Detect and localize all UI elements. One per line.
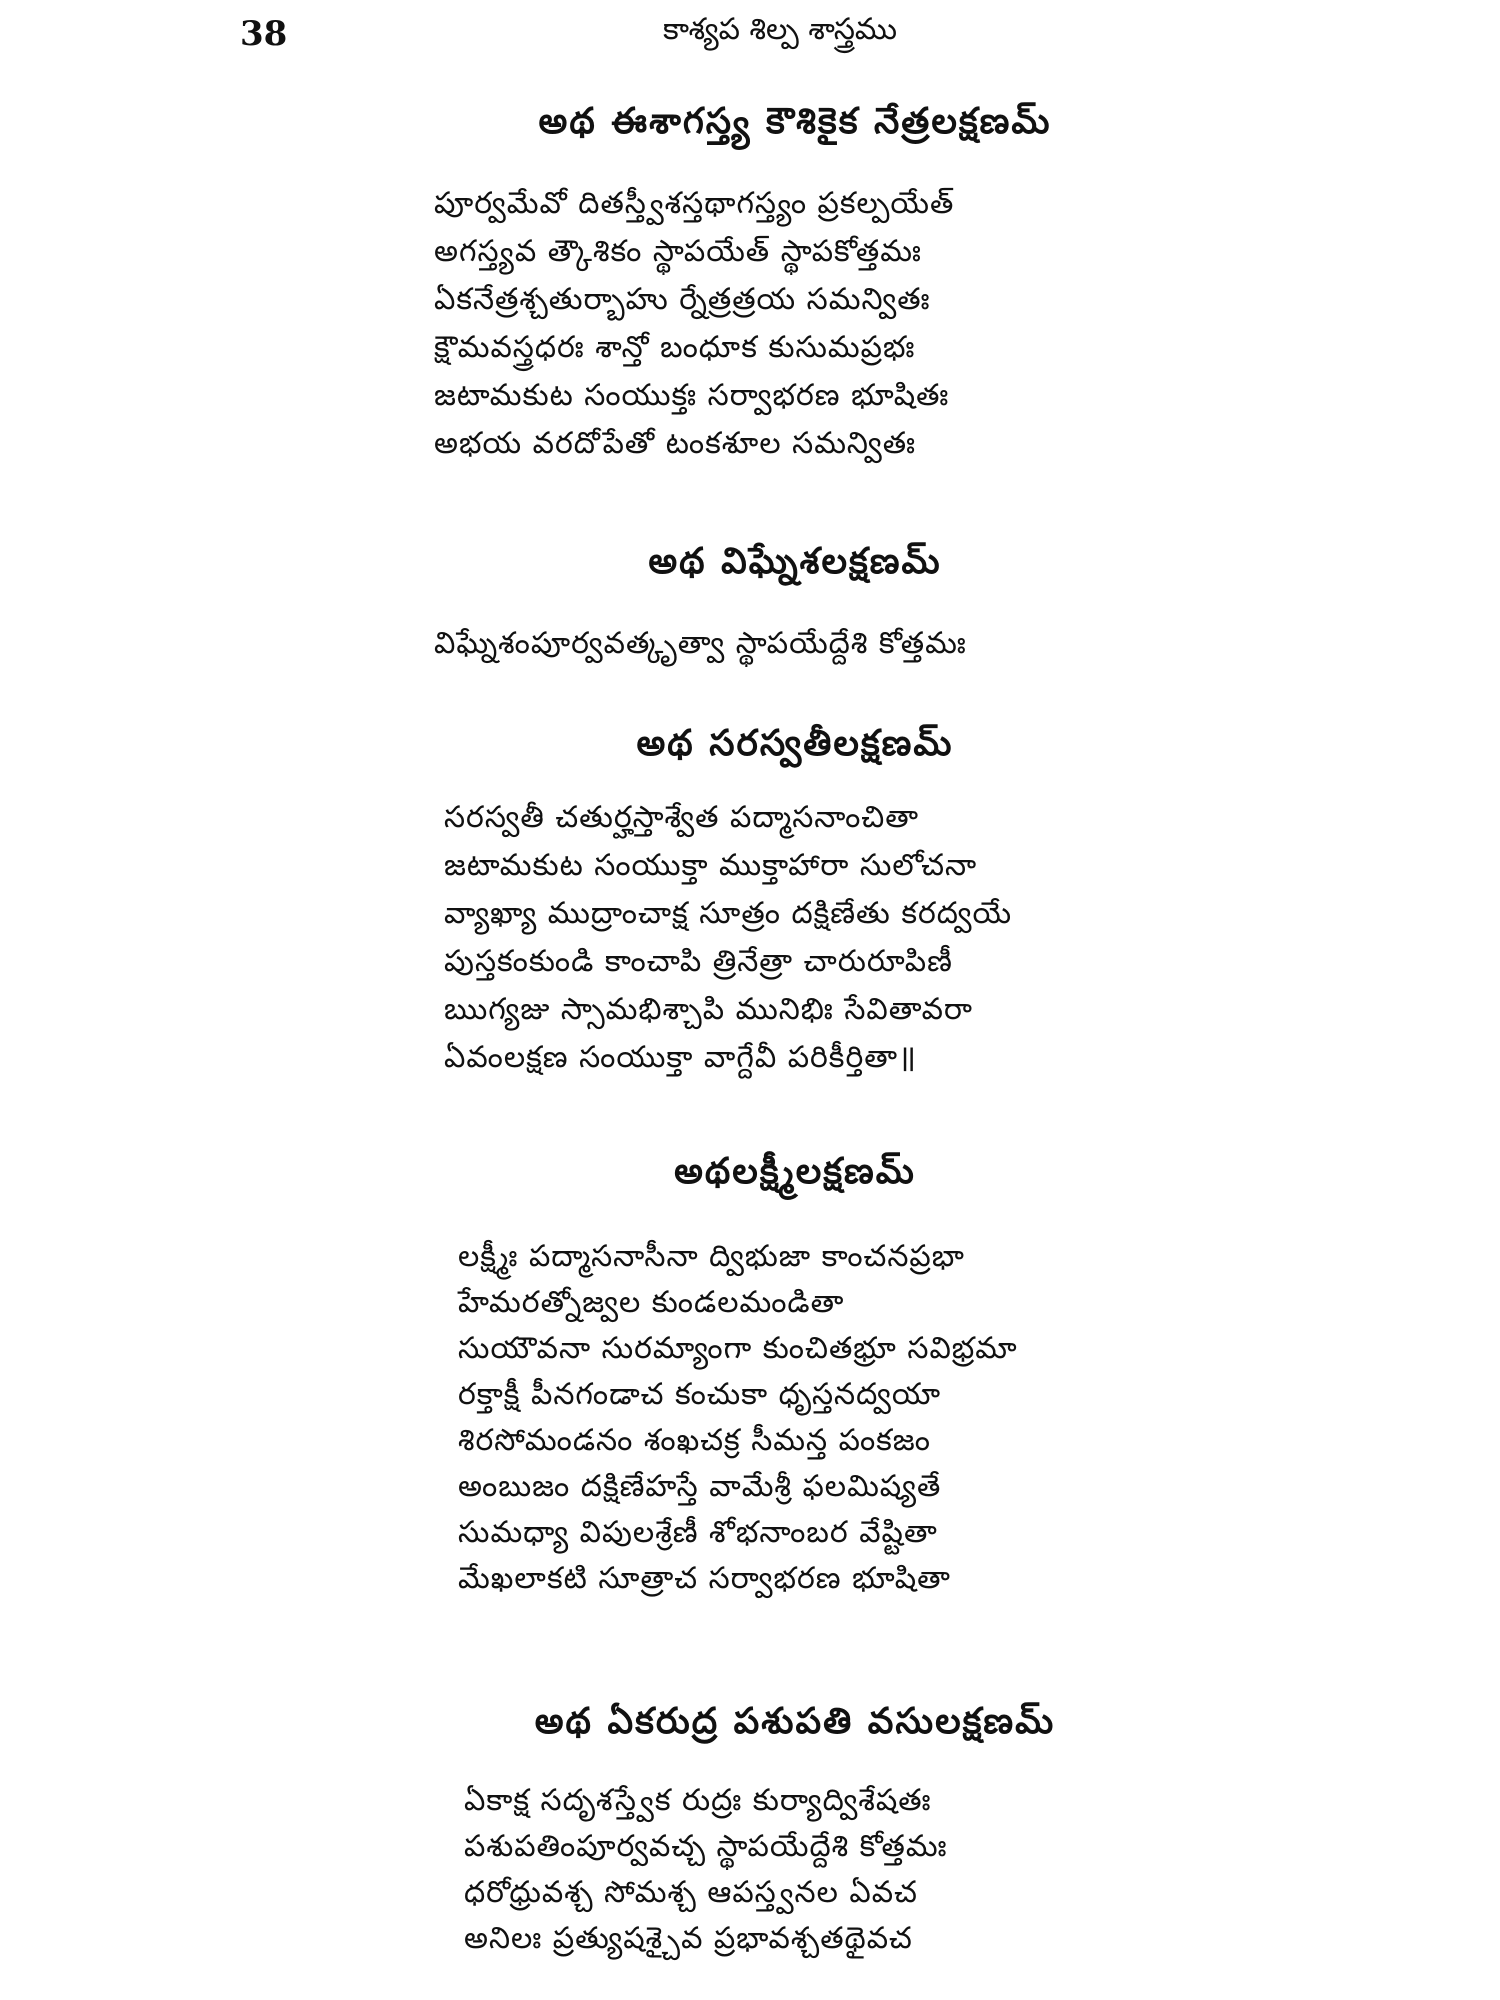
verse-line: ఏవంలక్షణ సంయుక్తా వాగ్దేవీ పరికీర్తితా॥	[444, 1040, 918, 1075]
verse-line: సరస్వతీ చతుర్హస్తాశ్వేత పద్మాసనాంచితా	[444, 800, 920, 835]
verse-line: లక్ష్మీః పద్మాసనాసీనా ద్విభుజా కాంచనప్రభా	[458, 1239, 965, 1274]
verse-line: మేఖలాకటి సూత్రాచ సర్వాభరణ భూషితా	[458, 1561, 951, 1596]
verse-block-ekarudra-pashupati	[464, 1778, 947, 1962]
verse-line: ఏకనేత్రశ్చతుర్బాహు ర్నేత్రత్రయ సమన్వితః	[434, 282, 931, 317]
verse-line: పుస్తకంకుండి కాంచాపి త్రినేత్రా చారురూపిణీ	[444, 944, 953, 979]
verse-block-vighnesha	[434, 620, 967, 668]
verse-line: హేమరత్నోజ్వల కుండలమండితా	[458, 1285, 845, 1320]
verse-block-lakshmi	[458, 1234, 1018, 1602]
verse-line: శిరసోమండనం శంఖచక్ర సీమన్త పంకజం	[458, 1423, 931, 1458]
verse-line: వ్యాఖ్యా ముద్రాంచాక్ష సూత్రం దక్షిణేతు కరద్వయే	[444, 896, 1013, 931]
verse-line: అనిలః ప్రత్యుషశ్చైవ ప్రభావశ్చతథైవచ	[464, 1921, 913, 1956]
verse-line: పశుపతింపూర్వవచ్చ స్థాపయేద్దేశి కోత్తమః	[464, 1829, 948, 1864]
page-number: 38	[240, 14, 288, 54]
verse-line: అగస్త్యవ త్కౌశికం స్థాపయేత్ స్థాపకోత్తమః	[434, 234, 922, 269]
verse-line: ఋగ్యజు స్సామభిశ్చాపి మునిభిః సేవితావరా	[444, 992, 974, 1027]
section-heading-ekarudra-pashupati: అథ ఏకరుద్ర పశుపతి వసులక్షణమ్	[534, 1700, 1056, 1742]
section-heading-eesha-agastya: అథ ఈశాగస్త్య కౌశికైక నేత్రలక్షణమ్	[538, 100, 1052, 142]
section-heading-lakshmi: అథలక్ష్మీలక్షణమ్	[674, 1150, 916, 1192]
verse-line: సుయౌవనా సురమ్యాంగా కుంచితభ్రూ సవిభ్రమా	[458, 1331, 1018, 1366]
section-heading-saraswati: అథ సరస్వతీలక్షణమ్	[636, 722, 954, 764]
verse-line: రక్తాక్షీ పీనగండాచ కంచుకా ధృస్తనద్వయా	[458, 1377, 942, 1412]
verse-line: ఏకాక్ష సదృశస్త్వేక రుద్రః కుర్యాద్విశేషతః	[464, 1783, 932, 1818]
verse-line: విఘ్నేశంపూర్వవత్కృత్వా స్థాపయేద్దేశి కోత్తమః	[434, 626, 967, 661]
verse-line: అంబుజం దక్షిణేహస్తే వామేశ్రీ ఫలమిష్యతే	[458, 1469, 942, 1504]
verse-line: ధరోధ్రువశ్చ సోమశ్చ ఆపస్త్వనల ఏవచ	[464, 1875, 918, 1910]
verse-block-eesha-agastya	[434, 180, 954, 468]
verse-line: పూర్వమేవో దితస్త్వీశస్తథాగస్త్యం ప్రకల్పయేత్	[434, 186, 955, 221]
verse-line: సుమధ్యా విపులశ్రేణీ శోభనాంబర వేష్టితా	[458, 1515, 938, 1550]
running-title: కాశ్యప శిల్ప శాస్త్రము	[662, 12, 898, 47]
verse-line: జటామకుట సంయుక్తా ముక్తాహారా సులోచనా	[444, 848, 978, 883]
verse-line: అభయ వరదోపేతో టంకశూల సమన్వితః	[434, 426, 916, 461]
section-heading-vighnesha: అథ విఘ్నేశలక్షణమ్	[648, 540, 942, 582]
verse-line: జటామకుట సంయుక్తః సర్వాభరణ భూషితః	[434, 378, 950, 413]
verse-block-saraswati	[444, 794, 1012, 1082]
verse-line: క్షౌమవస్త్రధరః శాన్తో బంధూక కుసుమప్రభః	[434, 330, 916, 365]
